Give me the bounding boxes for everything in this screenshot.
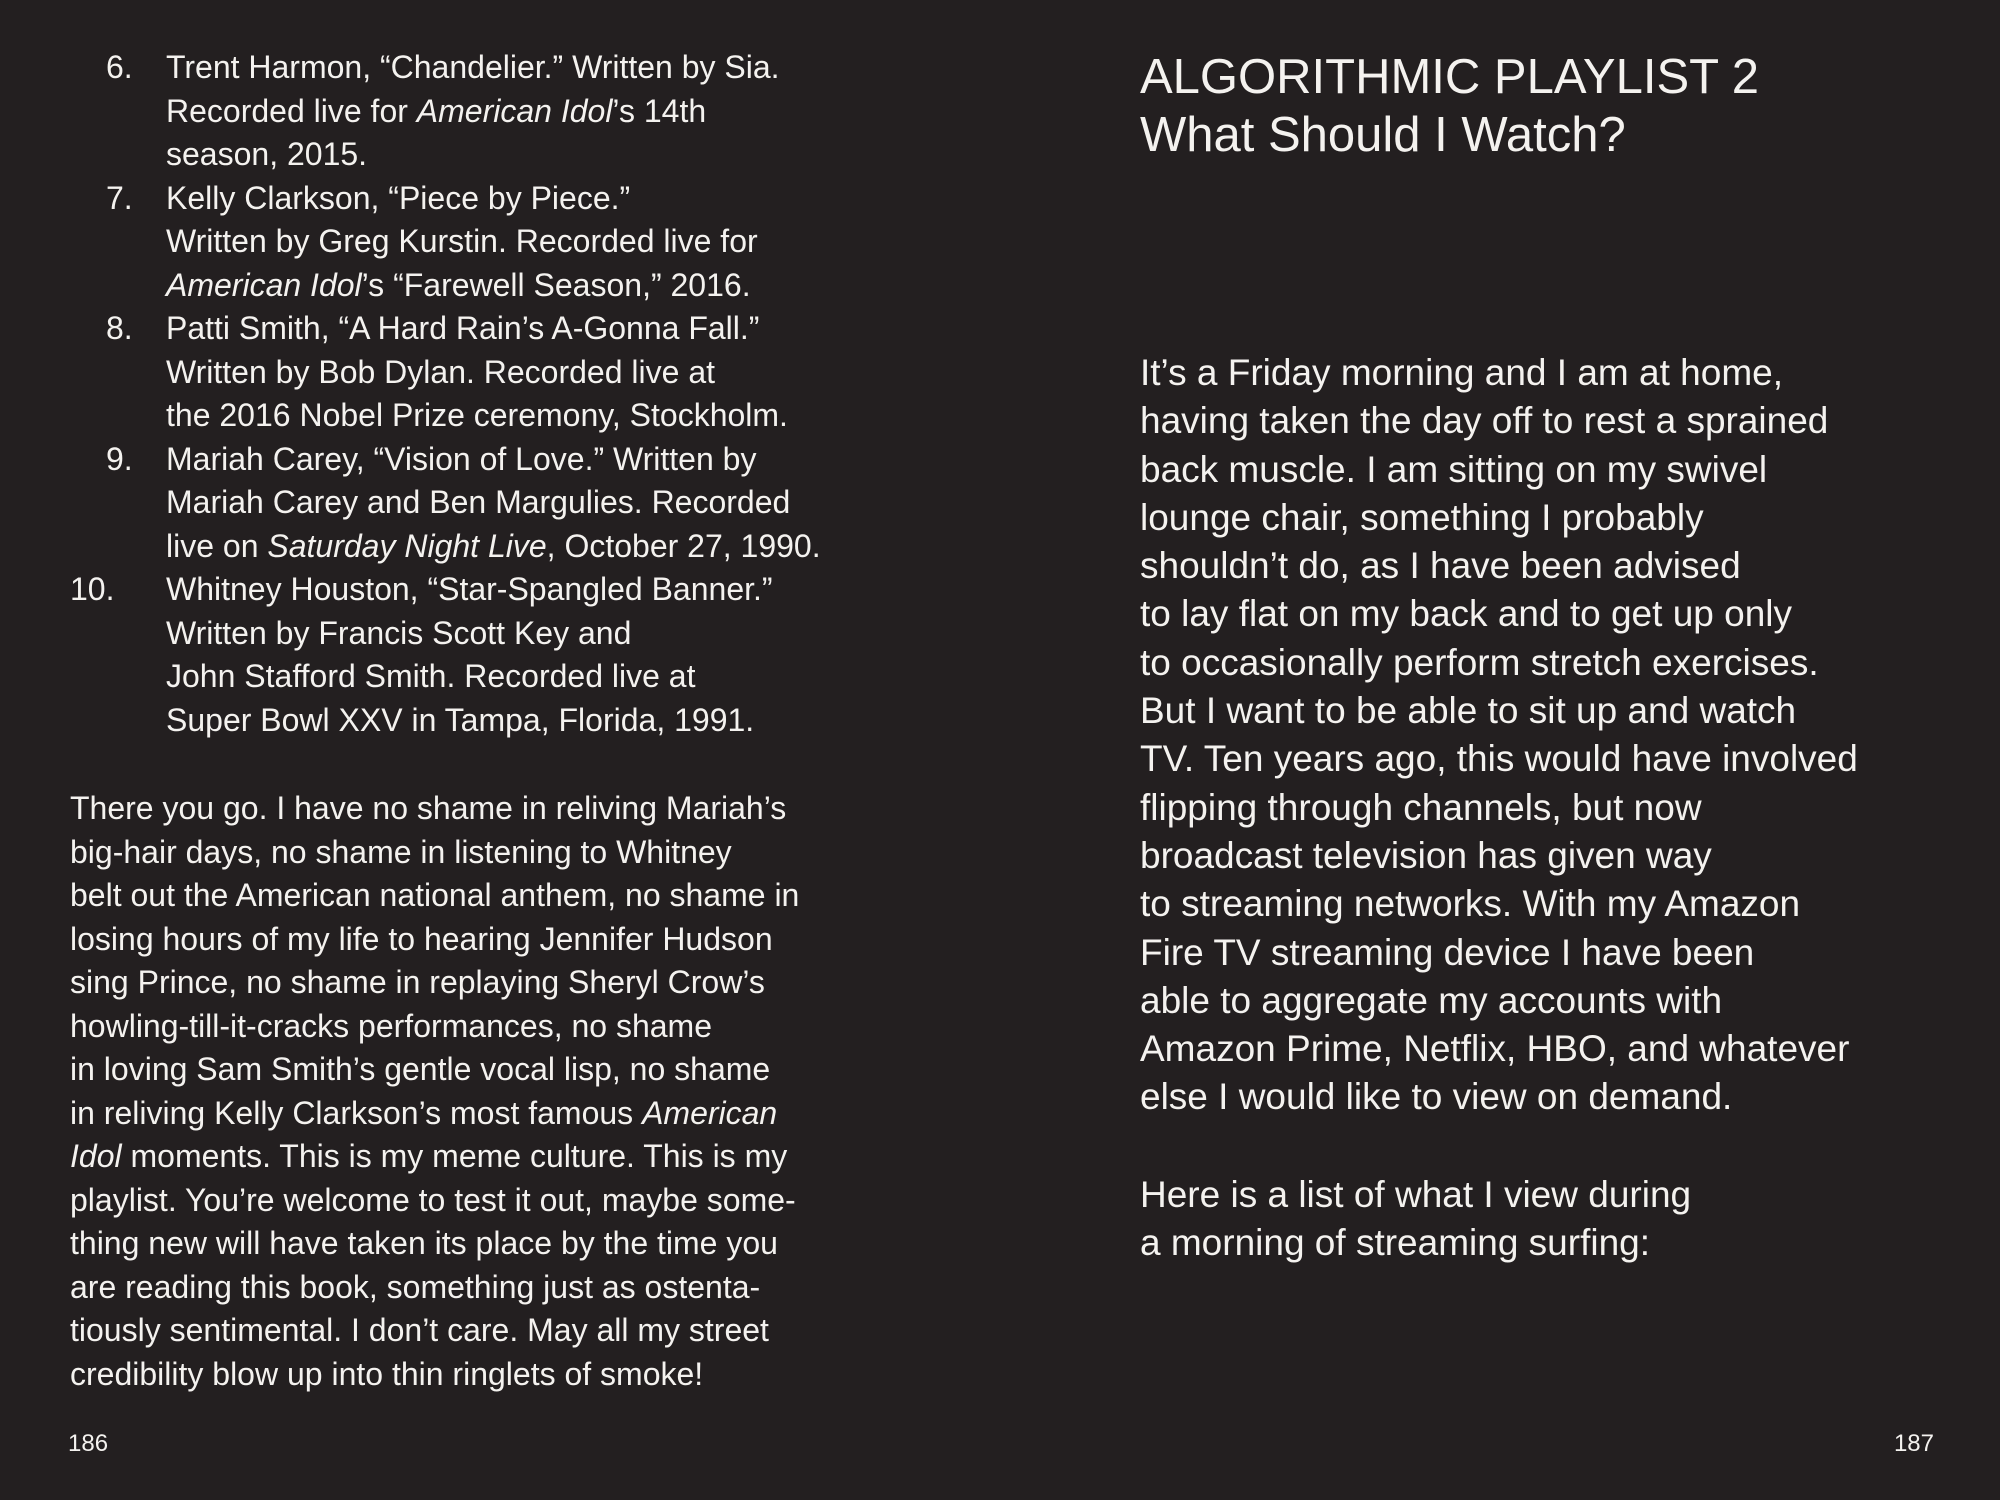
text-line: big-hair days, no shame in listening to Whitney — [70, 833, 732, 870]
text-line: thing new will have taken its place by the time you — [70, 1225, 778, 1261]
text-line: sing Prince, no shame in replaying Sheryl Crow’s — [70, 964, 765, 1000]
list-item-line: live on Saturday Night Live, October 27, 1990. — [166, 527, 821, 564]
text-line: losing hours of my life to hearing Jennifer Hudson — [70, 920, 773, 957]
subtitle-line: What Should I Watch? — [1140, 108, 1626, 162]
list-item-line: Patti Smith, “A Hard Rain’s A-Gonna Fall.” — [166, 310, 760, 346]
list-item — [70, 177, 890, 308]
text-line: broadcast television has given way — [1140, 834, 1712, 876]
right-page — [1000, 0, 2000, 1500]
list-item-line: Super Bowl XXV in Tampa, Florida, 1991. — [166, 701, 755, 738]
text-line: in loving Sam Smith’s gentle vocal lisp, no shame — [70, 1051, 771, 1087]
body-paragraph — [70, 787, 799, 1396]
list-item-line: American Idol’s “Farewell Season,” 2016. — [166, 266, 751, 303]
text-line: flipping through channels, but now — [1140, 786, 1702, 828]
list-item-number: 10. — [70, 571, 115, 607]
track-list — [70, 46, 890, 742]
body-paragraph — [1140, 349, 1858, 1122]
list-item-line: the 2016 Nobel Prize ceremony, Stockholm. — [166, 397, 788, 433]
text-line: credibility blow up into thin ringlets of smoke! — [70, 1355, 704, 1392]
text-line: to streaming networks. With my Amazon — [1140, 883, 1801, 925]
list-item-number: 9. — [106, 440, 133, 477]
text-line: shouldn’t do, as I have been advised — [1140, 545, 1741, 587]
list-item-line: Written by Francis Scott Key and — [166, 614, 632, 651]
text-line: else I would like to view on demand. — [1140, 1076, 1733, 1118]
text-line: There you go. I have no shame in reliving Mariah’s — [70, 790, 787, 826]
page-title — [1140, 48, 1759, 164]
text-line: Fire TV streaming device I have been — [1140, 931, 1755, 973]
text-line: able to aggregate my accounts with — [1140, 979, 1723, 1021]
list-item-line: Whitney Houston, “Star-Spangled Banner.” — [166, 571, 773, 607]
list-item-line: Written by Greg Kurstin. Recorded live for — [166, 223, 758, 259]
text-line: Here is a list of what I view during — [1140, 1174, 1692, 1215]
text-line: tiously sentimental. I don’t care. May all my street — [70, 1312, 769, 1348]
text-line: Amazon Prime, Netflix, HBO, and whatever — [1140, 1028, 1850, 1070]
text-line: in reliving Kelly Clarkson’s most famous American — [70, 1094, 778, 1131]
list-item-line: Mariah Carey, “Vision of Love.” Written by — [166, 440, 757, 477]
text-line: to lay flat on my back and to get up only — [1140, 593, 1792, 635]
list-item — [70, 46, 890, 177]
page-number-left: 186 — [68, 1430, 109, 1457]
text-line: to occasionally perform stretch exercises. — [1140, 641, 1819, 683]
list-item-number: 7. — [106, 179, 133, 216]
text-line: are reading this book, something just as ostenta- — [70, 1268, 761, 1305]
list-item — [70, 568, 890, 742]
body-paragraph — [1140, 1171, 1691, 1268]
text-line: belt out the American national anthem, no shame in — [70, 877, 800, 913]
list-item-line: season, 2015. — [166, 136, 368, 172]
list-item-line: John Stafford Smith. Recorded live at — [166, 658, 696, 694]
list-item-line: Recorded live for American Idol’s 14th — [166, 92, 707, 129]
text-line: playlist. You’re welcome to test it out, maybe some- — [70, 1181, 796, 1218]
text-line: Idol moments. This is my meme culture. This is my — [70, 1138, 788, 1174]
list-item-line: Written by Bob Dylan. Recorded live at — [166, 353, 715, 390]
text-line: lounge chair, something I probably — [1140, 496, 1704, 538]
list-item-line: Trent Harmon, “Chandelier.” Written by Sia. — [166, 49, 780, 85]
list-item-line: Mariah Carey and Ben Margulies. Recorded — [166, 484, 791, 520]
list-item — [70, 307, 890, 438]
text-line: a morning of streaming surfing: — [1140, 1222, 1651, 1264]
title-line: ALGORITHMIC PLAYLIST 2 — [1140, 50, 1760, 104]
page-number-right: 187 — [1893, 1430, 1934, 1457]
list-item-number: 6. — [106, 49, 133, 85]
text-line: howling-till-it-cracks performances, no shame — [70, 1007, 712, 1044]
text-line: TV. Ten years ago, this would have involved — [1140, 738, 1858, 780]
text-line: It’s a Friday morning and I am at home, — [1140, 352, 1784, 393]
list-item — [70, 438, 890, 569]
text-line: back muscle. I am sitting on my swivel — [1140, 448, 1768, 490]
list-item-number: 8. — [106, 310, 133, 346]
text-line: But I want to be able to sit up and watch — [1140, 690, 1797, 732]
text-line: having taken the day off to rest a sprained — [1140, 400, 1829, 442]
list-item-line: Kelly Clarkson, “Piece by Piece.” — [166, 179, 631, 216]
